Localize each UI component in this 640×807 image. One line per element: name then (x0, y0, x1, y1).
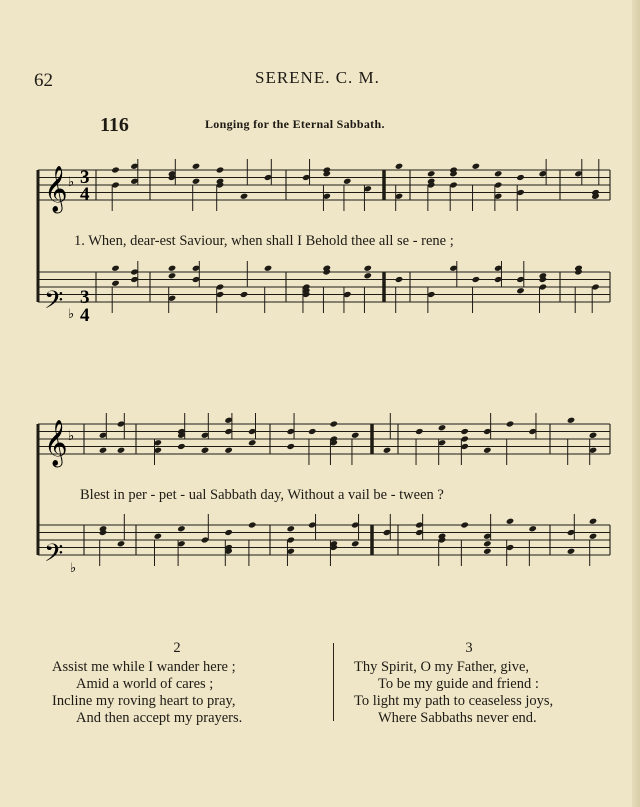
note-head (567, 548, 575, 555)
note-head (192, 178, 200, 185)
note-head (589, 518, 597, 525)
verse-number: 2 (173, 640, 181, 656)
note-head (168, 272, 176, 279)
bass-clef-icon: 𝄢 (44, 286, 64, 321)
note-head (111, 265, 119, 272)
treble-clef-icon: 𝄞 (44, 420, 68, 466)
note-head (117, 447, 125, 454)
note-head (351, 540, 359, 547)
verse-line: Assist me while I wander here ; (52, 659, 236, 675)
note-head (427, 170, 435, 177)
note-head (177, 525, 185, 532)
time-signature-top: 3 (80, 287, 90, 308)
note-head (351, 432, 359, 439)
note-head (460, 521, 468, 528)
treble-clef-icon: 𝄞 (44, 166, 68, 212)
note-head (248, 439, 256, 446)
note-head (438, 424, 446, 431)
note-head (287, 525, 295, 532)
note-head (415, 428, 423, 435)
note-head (364, 272, 372, 279)
note-head (589, 432, 597, 439)
note-head (483, 540, 491, 547)
note-head (154, 533, 162, 540)
time-signature-bottom: 4 (80, 305, 90, 326)
verse-divider (333, 643, 334, 721)
verse-line: Thy Spirit, O my Father, give, (354, 659, 530, 675)
note-head (192, 163, 200, 170)
note-head (516, 287, 524, 294)
note-head (383, 447, 391, 454)
hymn-title: Longing for the Eternal Sabbath. (205, 117, 385, 131)
note-head (99, 447, 107, 454)
verse-line: Where Sabbaths never end. (378, 710, 537, 726)
note-head (224, 447, 232, 454)
verse-number: 3 (465, 640, 473, 656)
flat-sign-icon: ♭ (68, 175, 75, 190)
hymn-number: 116 (100, 114, 129, 136)
note-head (589, 533, 597, 540)
note-head (287, 443, 295, 450)
time-signature-top: 3 (80, 167, 90, 188)
note-head (240, 291, 248, 298)
time-signature-bottom: 4 (80, 184, 90, 205)
note-head (494, 170, 502, 177)
note-head (472, 276, 480, 283)
verse-line: And then accept my prayers. (76, 710, 243, 726)
verse-line: Incline my roving heart to pray, (52, 693, 236, 709)
note-head (472, 163, 480, 170)
music-notes (99, 159, 600, 566)
flat-sign-icon: ♭ (68, 307, 75, 322)
bass-clef-icon: 𝄢 (44, 539, 64, 574)
note-head (240, 193, 248, 200)
note-head (168, 265, 176, 272)
note-head (395, 276, 403, 283)
verse-line: Amid a world of cares ; (76, 676, 214, 692)
note-head (567, 417, 575, 424)
lyrics-line-2: Blest in per - pet - ual Sabbath day, Without a vail be - tween ? (80, 487, 444, 503)
note-head (330, 420, 338, 427)
running-title: SERENE. C. M. (255, 68, 380, 87)
clefs-and-signatures (44, 166, 90, 576)
note-head (516, 174, 524, 181)
verse-3 (354, 640, 584, 727)
note-head (111, 166, 119, 173)
note-head (483, 548, 491, 555)
note-head (364, 265, 372, 272)
note-head (483, 447, 491, 454)
note-head (460, 428, 468, 435)
note-head (216, 166, 224, 173)
verse-line: To light my path to ceaseless joys, (354, 693, 554, 709)
note-head (343, 178, 351, 185)
flat-sign-icon: ♭ (68, 429, 75, 444)
note-head (248, 521, 256, 528)
note-head (528, 525, 536, 532)
flat-sign-icon: ♭ (70, 561, 77, 576)
verse-line: To be my guide and friend : (378, 676, 539, 692)
note-head (177, 443, 185, 450)
note-head (111, 280, 119, 287)
note-head (224, 529, 232, 536)
note-head (117, 540, 125, 547)
note-head (506, 518, 514, 525)
note-head (506, 420, 514, 427)
note-head (395, 163, 403, 170)
lyrics-line-1: 1. When, dear-est Saviour, when shall I Behold thee all se - rene ; (74, 233, 454, 249)
note-head (264, 265, 272, 272)
verse-2 (52, 640, 302, 727)
note-head (201, 447, 209, 454)
page-number: 62 (34, 70, 53, 91)
note-head (308, 428, 316, 435)
